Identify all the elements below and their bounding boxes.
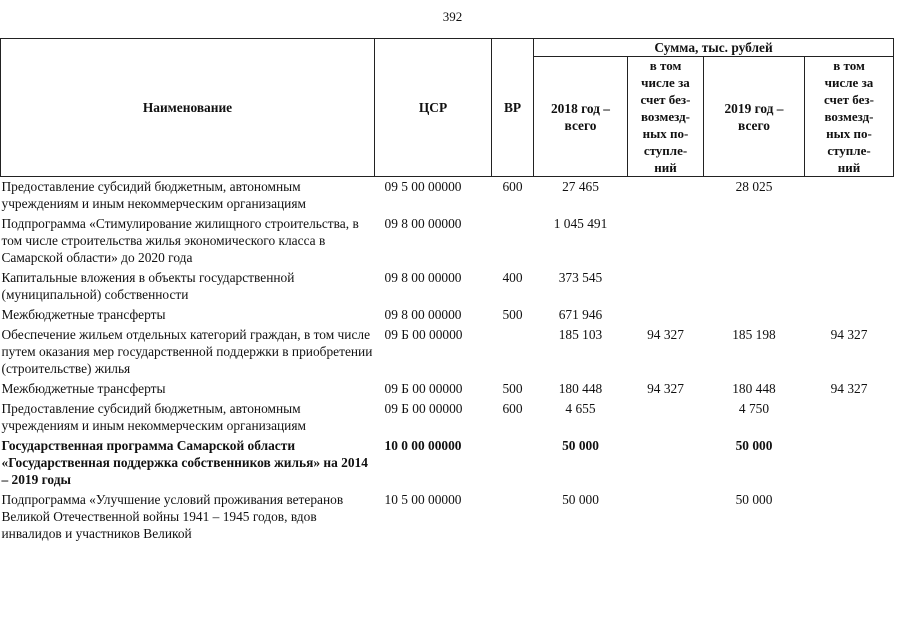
cell-y2018-grants <box>628 400 704 437</box>
cell-csr: 10 5 00 00000 <box>384 492 462 507</box>
cell-y2019 <box>704 215 805 269</box>
header-2019-total-text: 2019 год – всего <box>724 100 784 133</box>
cell-y2019-grants <box>805 269 894 306</box>
cell-name: Межбюджетные трансферты <box>1 381 166 396</box>
cell-y2018: 1 045 491 <box>553 216 608 231</box>
cell-y2019: 50 000 <box>735 492 773 507</box>
header-2019-grants-text: в том числе за счет без-возмезд-ных по-ступле-ний <box>824 58 874 175</box>
cell-name: Подпрограмма «Улучшение условий проживания ветеранов Великой Отечественной войны 1941 – 1945 годов, вдов инвалидов и участников Великой <box>1 492 344 541</box>
cell-y2018-grants <box>628 306 704 326</box>
cell-y2019: 180 448 <box>732 381 776 396</box>
cell-y2018-grants: 94 327 <box>647 381 684 396</box>
cell-csr: 09 Б 00 00000 <box>384 401 463 416</box>
cell-y2019: 185 198 <box>732 327 776 342</box>
cell-y2018-grants: 94 327 <box>647 327 684 342</box>
cell-y2019: 28 025 <box>735 179 773 194</box>
header-2018-total-text: 2018 год – всего <box>550 100 610 133</box>
cell-y2019 <box>704 306 805 326</box>
cell-y2019-grants: 94 327 <box>830 381 868 396</box>
header-2019-total <box>704 57 805 177</box>
table-row <box>1 306 894 326</box>
cell-csr: 09 8 00 00000 <box>384 216 462 231</box>
table-row <box>1 269 894 306</box>
cell-y2018: 50 000 <box>562 492 599 507</box>
cell-y2018: 4 655 <box>565 401 596 416</box>
page-number: 392 <box>442 9 463 24</box>
cell-y2019-grants <box>805 491 894 545</box>
cell-y2018: 185 103 <box>558 327 603 342</box>
cell-name: Обеспечение жильем отдельных категорий граждан, в том числе путем оказания мер государственной поддержки в приобретении (строительстве) жилья <box>1 327 373 376</box>
cell-csr: 10 0 00 00000 <box>384 438 462 453</box>
cell-y2018: 50 000 <box>562 438 599 453</box>
header-sum: Сумма, тыс. рублей <box>534 39 894 57</box>
table-body <box>1 177 894 546</box>
cell-vr: 400 <box>502 270 523 285</box>
cell-csr: 09 5 00 00000 <box>384 179 462 194</box>
cell-name: Капитальные вложения в объекты государственной (муниципальной) собственности <box>1 270 295 302</box>
header-2018-grants-text: в том числе за счет без-возмезд-ных по-ступле-ний <box>640 58 691 175</box>
cell-y2019: 50 000 <box>735 438 773 453</box>
cell-csr: 09 Б 00 00000 <box>384 381 463 396</box>
cell-vr <box>492 326 534 380</box>
cell-csr: 09 8 00 00000 <box>384 270 462 285</box>
cell-vr: 600 <box>502 401 523 416</box>
cell-y2018-grants <box>628 491 704 545</box>
cell-y2019-grants <box>805 400 894 437</box>
cell-vr: 500 <box>502 307 523 322</box>
table-row <box>1 177 894 216</box>
table-row <box>1 326 894 380</box>
cell-vr <box>492 437 534 491</box>
header-csr: ЦСР <box>375 39 492 177</box>
budget-table <box>0 38 894 545</box>
cell-y2018-grants <box>628 177 704 216</box>
table-row <box>1 491 894 545</box>
cell-vr: 600 <box>502 179 523 194</box>
cell-y2018: 373 545 <box>558 270 603 285</box>
cell-y2018: 180 448 <box>558 381 603 396</box>
header-2019-grants <box>805 57 894 177</box>
header-vr: ВР <box>492 39 534 177</box>
cell-name: Предоставление субсидий бюджетным, автономным учреждениям и иным некоммерческим организациям <box>1 179 306 211</box>
cell-name: Государственная программа Самарской области «Государственная поддержка собственников жилья» на 2014 – 2019 годы <box>1 438 368 487</box>
cell-name: Предоставление субсидий бюджетным, автономным учреждениям и иным некоммерческим организациям <box>1 401 306 433</box>
header-name: Наименование <box>1 39 375 177</box>
cell-y2018-grants <box>628 215 704 269</box>
cell-csr: 09 Б 00 00000 <box>384 327 463 342</box>
table-row <box>1 400 894 437</box>
cell-y2019-grants <box>805 437 894 491</box>
cell-vr: 500 <box>502 381 523 396</box>
cell-y2018-grants <box>628 437 704 491</box>
cell-y2018-grants <box>628 269 704 306</box>
cell-y2019: 4 750 <box>738 401 770 416</box>
table-row <box>1 437 894 491</box>
cell-vr <box>492 215 534 269</box>
cell-y2018: 27 465 <box>562 179 599 194</box>
cell-y2019 <box>704 269 805 306</box>
table-row <box>1 380 894 400</box>
header-2018-total <box>534 57 628 177</box>
table-row <box>1 215 894 269</box>
cell-name: Подпрограмма «Стимулирование жилищного строительства, в том числе строительства жилья экономического класса в Самарской области» до 2020 года <box>1 216 359 265</box>
cell-y2019-grants <box>805 215 894 269</box>
cell-y2019-grants: 94 327 <box>830 327 868 342</box>
table-header <box>1 39 894 177</box>
cell-name: Межбюджетные трансферты <box>1 307 166 322</box>
cell-vr <box>492 491 534 545</box>
cell-y2019-grants <box>805 177 894 216</box>
cell-y2019-grants <box>805 306 894 326</box>
cell-y2018: 671 946 <box>558 307 603 322</box>
cell-csr: 09 8 00 00000 <box>384 307 462 322</box>
header-2018-grants <box>628 57 704 177</box>
